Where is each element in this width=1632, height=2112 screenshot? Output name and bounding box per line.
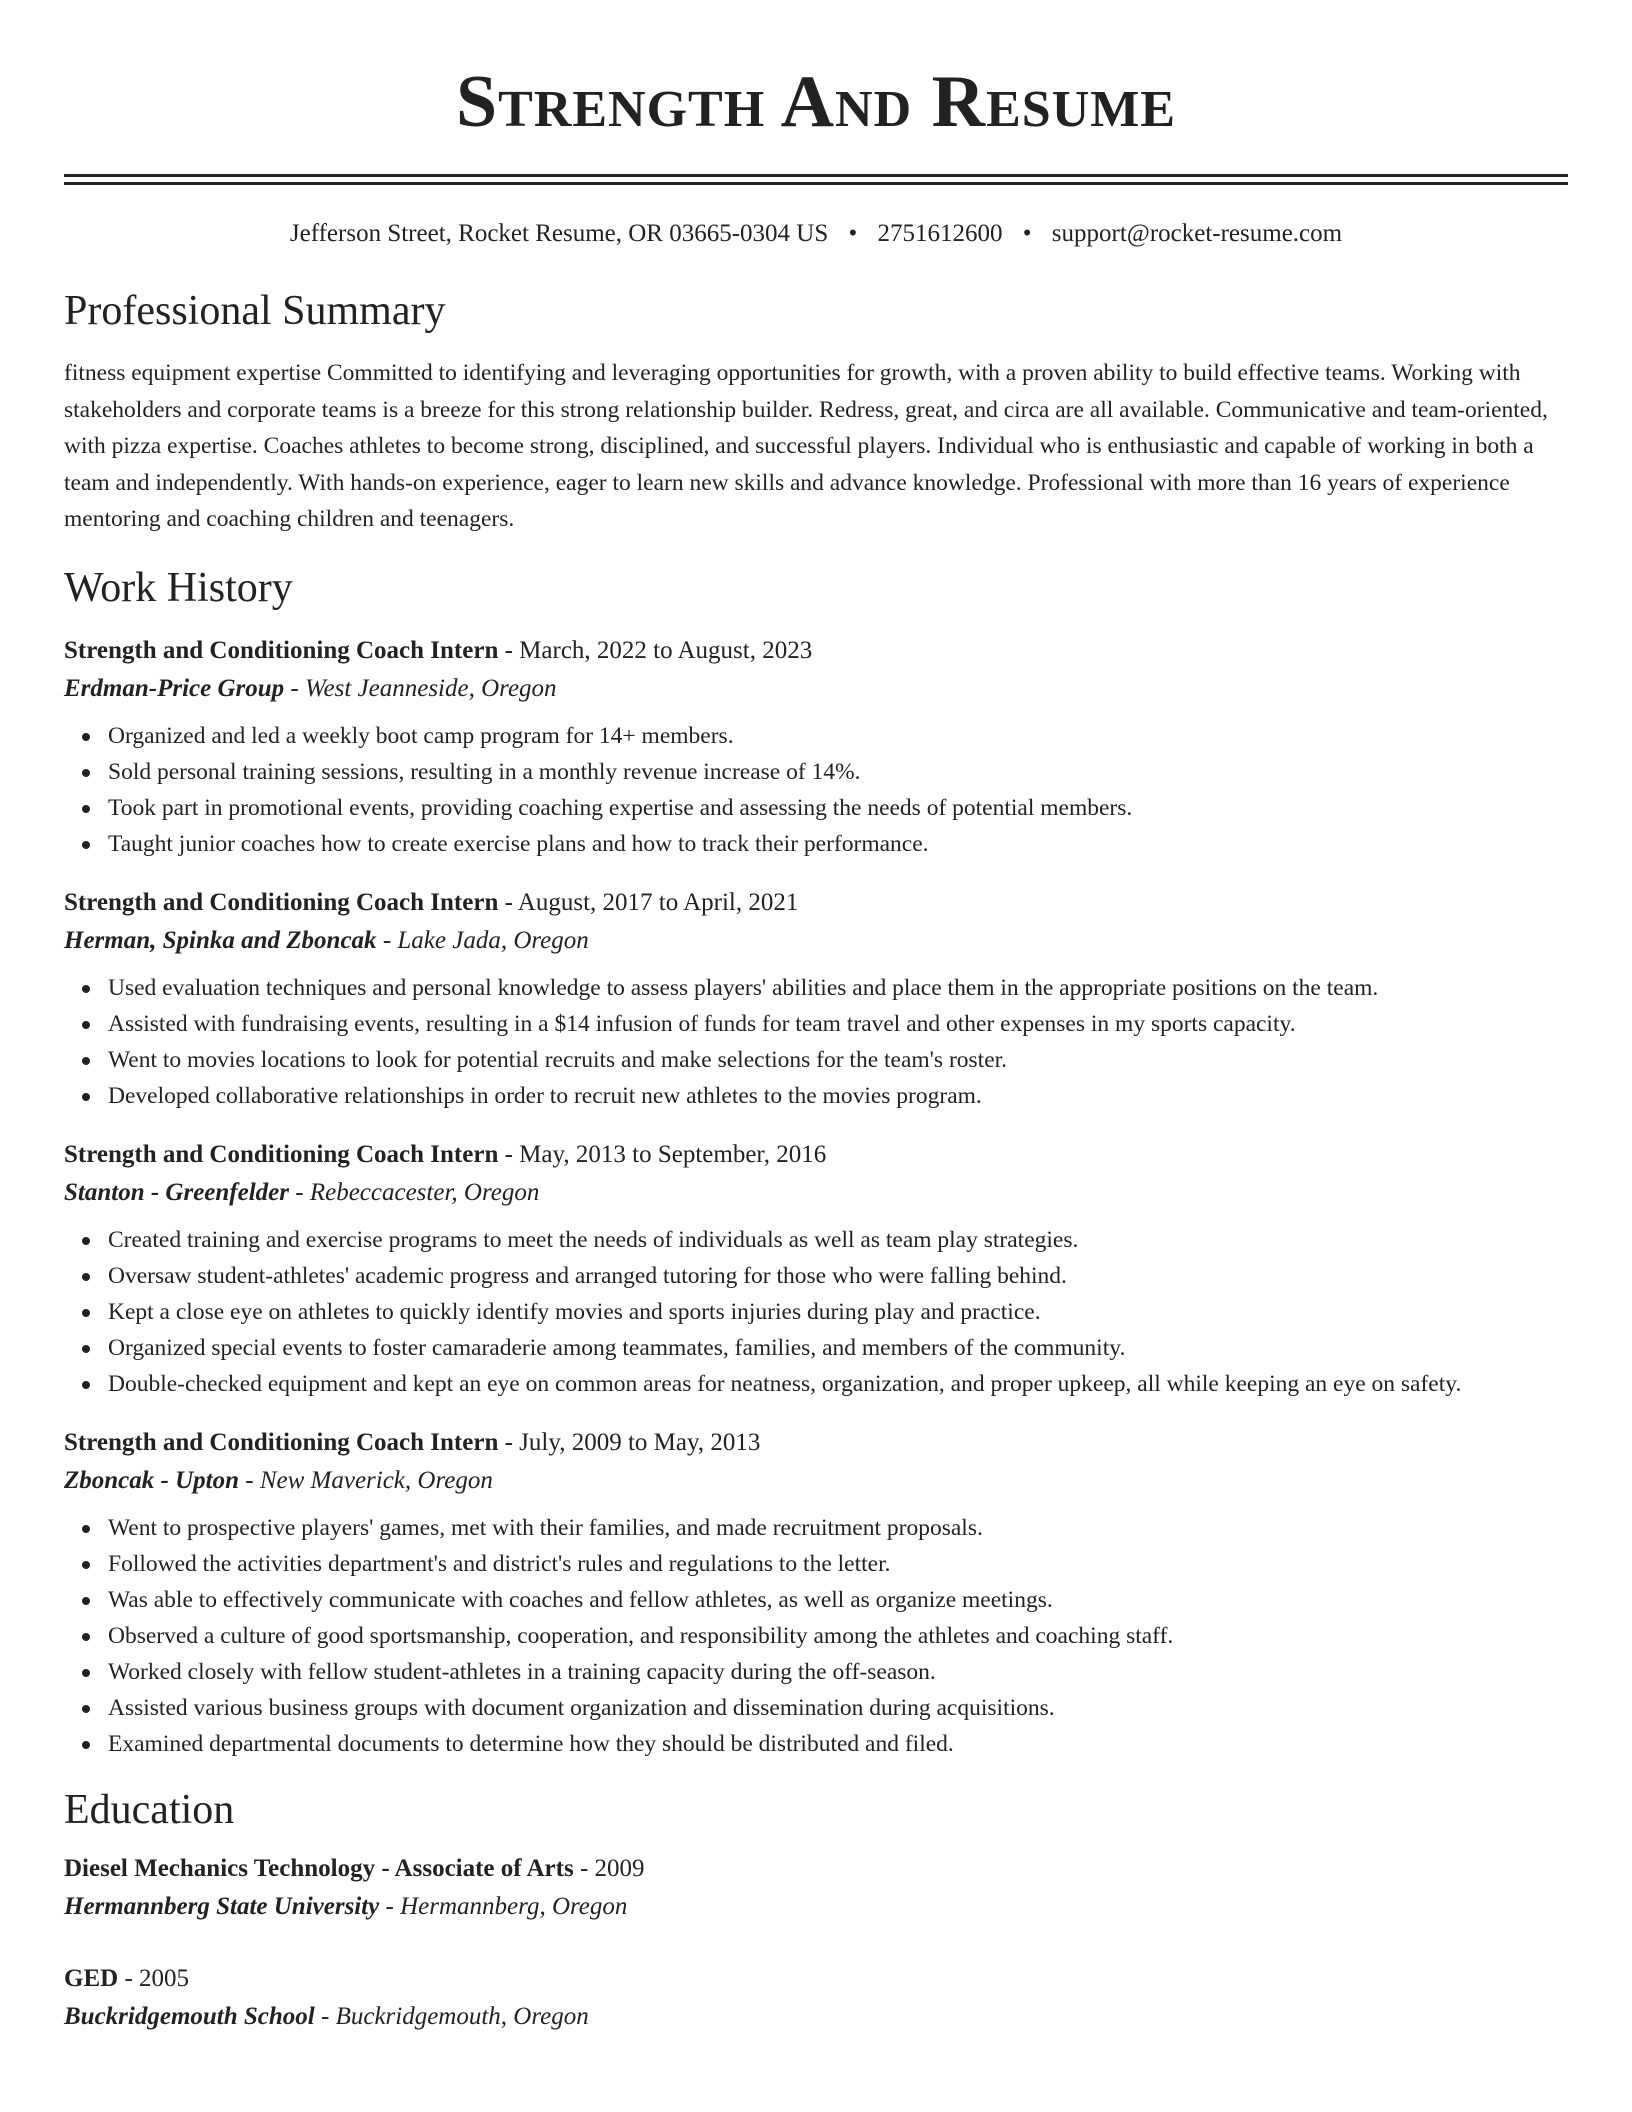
summary-text: fitness equipment expertise Committed to identifying and leveraging opportunities for growth, with a proven ability to build effective teams. Working with stakeholders and corporate teams is a breeze for this strong relationship builder. Redress, great, and circa are all available. Communicative and team-oriented, with pizza expertise. Coaches athletes to become strong, disciplined, and successful players. Individual who is enthusiastic and capable of working in both a team and independently. With hands-on experience, eager to learn new skills and advance knowledge. Professional with more than 16 years of experience mentoring and coaching children and teenagers.: [64, 360, 1548, 532]
list-item: Assisted various business groups with document organization and dissemination during acquisitions.: [108, 1690, 1568, 1726]
job-company-line: [64, 670, 1568, 708]
job-entry: [64, 632, 1568, 862]
job-role-line: [64, 1136, 1568, 1174]
list-item: Kept a close eye on athletes to quickly identify movies and sports injuries during play and practice.: [108, 1294, 1568, 1330]
job-entry: [64, 884, 1568, 1114]
list-item: Observed a culture of good sportsmanship, cooperation, and responsibility among the athletes and coaching staff.: [108, 1618, 1568, 1654]
list-item: Used evaluation techniques and personal knowledge to assess players' abilities and place them in the appropriate positions on the team.: [108, 970, 1568, 1006]
education-school: Buckridgemouth School: [64, 2002, 315, 2030]
job-role: Strength and Conditioning Coach Intern: [64, 1140, 499, 1168]
list-item: Oversaw student-athletes' academic progress and arranged tutoring for those who were falling behind.: [108, 1258, 1568, 1294]
list-item: Examined departmental documents to determine how they should be distributed and filed.: [108, 1726, 1568, 1762]
summary-heading: Professional Summary: [64, 288, 446, 334]
job-company-line: [64, 1174, 1568, 1212]
job-company: Stanton - Greenfelder: [64, 1178, 289, 1206]
list-item: Organized special events to foster camaraderie among teammates, families, and members of the community.: [108, 1330, 1568, 1366]
education-year: - 2005: [118, 1964, 190, 1992]
education-degree: Diesel Mechanics Technology - Associate of Arts: [64, 1854, 574, 1882]
list-item: Worked closely with fellow student-athletes in a training capacity during the off-season.: [108, 1654, 1568, 1690]
education-school-line: [64, 1888, 1568, 1926]
job-role-line: [64, 632, 1568, 670]
education-location: - Hermannberg, Oregon: [379, 1892, 628, 1920]
job-company: Herman, Spinka and Zboncak: [64, 926, 377, 954]
work-history-list: [64, 632, 1568, 1762]
job-company: Erdman-Price Group: [64, 674, 285, 702]
contact-email: support@rocket-resume.com: [1051, 220, 1343, 247]
contact-line: [64, 217, 1568, 251]
job-company: Zboncak - Upton: [64, 1466, 239, 1494]
education-degree-line: [64, 1850, 1568, 1888]
job-dates: - March, 2022 to August, 2023: [498, 636, 813, 664]
contact-separator: •: [848, 220, 858, 247]
list-item: Went to movies locations to look for potential recruits and make selections for the team's roster.: [108, 1042, 1568, 1078]
job-location: - West Jeanneside, Oregon: [284, 674, 557, 702]
education-heading: Education: [64, 1786, 235, 1833]
list-item: Was able to effectively communicate with coaches and fellow athletes, as well as organize meetings.: [108, 1582, 1568, 1618]
header-double-rule: [64, 174, 1568, 185]
education-location: - Buckridgemouth, Oregon: [314, 2002, 589, 2030]
job-dates: - August, 2017 to April, 2021: [498, 888, 799, 916]
education-entry: [64, 1850, 1568, 1926]
list-item: Assisted with fundraising events, resulting in a $14 infusion of funds for team travel and other expenses in my sports capacity.: [108, 1006, 1568, 1042]
job-dates: - May, 2013 to September, 2016: [498, 1140, 827, 1168]
list-item: Double-checked equipment and kept an eye on common areas for neatness, organization, and proper upkeep, all while keeping an eye on safety.: [108, 1366, 1568, 1402]
education-degree-line: [64, 1960, 1568, 1998]
list-item: Sold personal training sessions, resulting in a monthly revenue increase of 14%.: [108, 754, 1568, 790]
job-location: - New Maverick, Oregon: [239, 1466, 493, 1494]
resume-name: Strength And Resume: [455, 61, 1177, 143]
list-item: Created training and exercise programs to meet the needs of individuals as well as team play strategies.: [108, 1222, 1568, 1258]
job-location: - Rebeccacester, Oregon: [289, 1178, 540, 1206]
job-location: - Lake Jada, Oregon: [376, 926, 589, 954]
education-entry: [64, 1960, 1568, 2036]
list-item: Took part in promotional events, providing coaching expertise and assessing the needs of potential members.: [108, 790, 1568, 826]
job-bullets: [64, 1222, 1568, 1402]
list-item: Went to prospective players' games, met with their families, and made recruitment proposals.: [108, 1510, 1568, 1546]
job-role: Strength and Conditioning Coach Intern: [64, 888, 499, 916]
education-school: Hermannberg State University: [64, 1892, 380, 1920]
job-company-line: [64, 922, 1568, 960]
list-item: Organized and led a weekly boot camp program for 14+ members.: [108, 718, 1568, 754]
job-role-line: [64, 1424, 1568, 1462]
job-entry: [64, 1136, 1568, 1402]
job-role: Strength and Conditioning Coach Intern: [64, 636, 499, 664]
job-company-line: [64, 1462, 1568, 1500]
job-bullets: [64, 718, 1568, 862]
education-school-line: [64, 1998, 1568, 2036]
job-dates: - July, 2009 to May, 2013: [498, 1428, 761, 1456]
list-item: Taught junior coaches how to create exercise plans and how to track their performance.: [108, 826, 1568, 862]
list-item: Developed collaborative relationships in order to recruit new athletes to the movies program.: [108, 1078, 1568, 1114]
education-degree: GED: [64, 1964, 119, 1992]
work-history-heading: Work History: [64, 564, 293, 611]
contact-separator: •: [1022, 220, 1032, 247]
job-bullets: [64, 970, 1568, 1114]
job-role-line: [64, 884, 1568, 922]
contact-phone: 2751612600: [877, 220, 1003, 247]
job-entry: [64, 1424, 1568, 1762]
contact-address: Jefferson Street, Rocket Resume, OR 03665-0304 US: [289, 220, 829, 247]
list-item: Followed the activities department's and district's rules and regulations to the letter.: [108, 1546, 1568, 1582]
job-bullets: [64, 1510, 1568, 1762]
education-year: - 2009: [573, 1854, 645, 1882]
job-role: Strength and Conditioning Coach Intern: [64, 1428, 499, 1456]
